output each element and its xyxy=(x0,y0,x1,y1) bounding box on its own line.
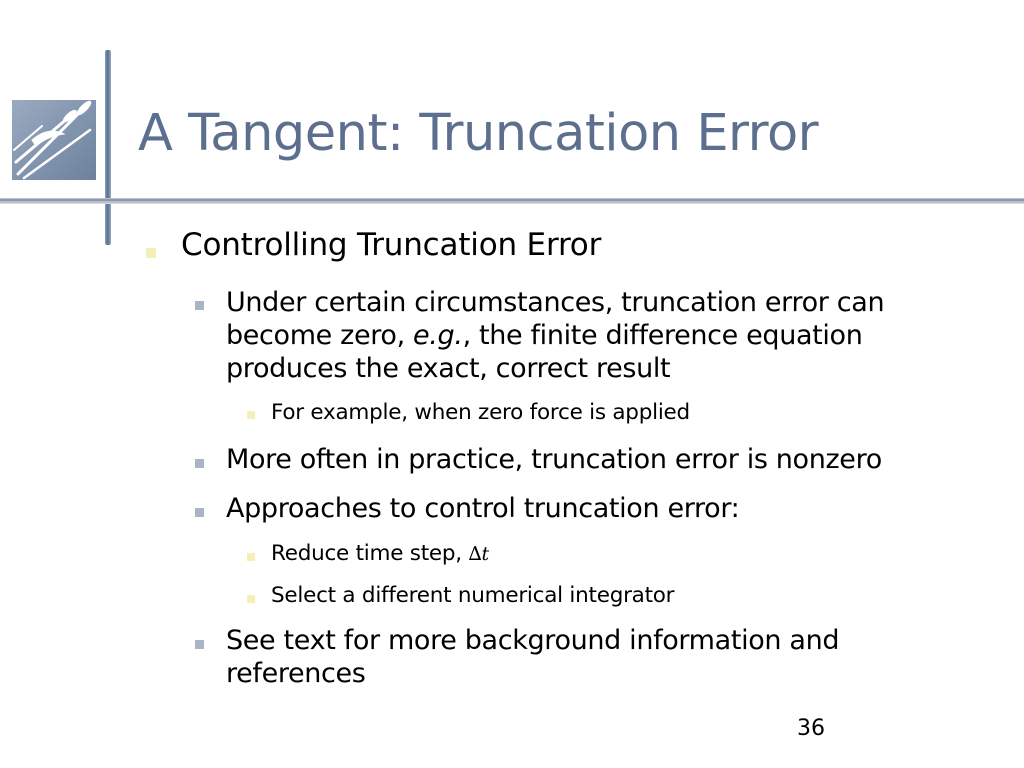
bullet-text-line: Under certain circumstances, truncation error can xyxy=(226,287,885,318)
bullet-level3-marker xyxy=(247,411,255,419)
bullet-text-emphasis: e.g. xyxy=(413,320,463,351)
bullet-text-segment: Reduce time step, xyxy=(271,541,469,566)
oars-logo-icon xyxy=(12,100,96,180)
horizontal-rule xyxy=(0,191,1024,201)
bullet-text-line xyxy=(226,319,884,352)
bullet-approaches: Approaches to control truncation error: xyxy=(226,493,740,524)
bullet-controlling-truncation-error: Controlling Truncation Error xyxy=(181,227,602,263)
bullet-for-example: For example, when zero force is applied xyxy=(271,400,690,425)
bullet-text-segment: , the finite difference equation xyxy=(462,320,863,351)
bullet-level1-marker xyxy=(146,248,156,258)
bullet-level2-marker xyxy=(195,508,204,517)
bullet-text-segment: become zero, xyxy=(226,320,414,351)
bullet-level2-marker xyxy=(195,640,204,649)
bullet-select-integrator: Select a different numerical integrator xyxy=(271,583,675,608)
bullet-level3-marker xyxy=(247,553,255,561)
bullet-reduce-time-step xyxy=(271,543,489,565)
delta-symbol: ∆ xyxy=(468,543,482,565)
page-number: 36 xyxy=(797,716,825,741)
bullet-more-often: More often in practice, truncation error is nonzero xyxy=(226,444,882,475)
bullet-under-certain-circumstances xyxy=(226,286,884,385)
delta-t-symbol xyxy=(468,543,488,565)
t-variable: t xyxy=(481,543,489,565)
slide-title: A Tangent: Truncation Error xyxy=(138,104,819,163)
vertical-rule xyxy=(105,50,111,245)
bullet-see-text xyxy=(226,624,839,690)
bullet-text-line: produces the exact, correct result xyxy=(226,353,671,384)
bullet-text-line: See text for more background information and xyxy=(226,625,840,656)
bullet-level2-marker xyxy=(195,301,204,310)
bullet-level2-marker xyxy=(195,459,204,468)
bullet-text-line: references xyxy=(226,658,366,689)
bullet-level3-marker xyxy=(247,595,255,603)
